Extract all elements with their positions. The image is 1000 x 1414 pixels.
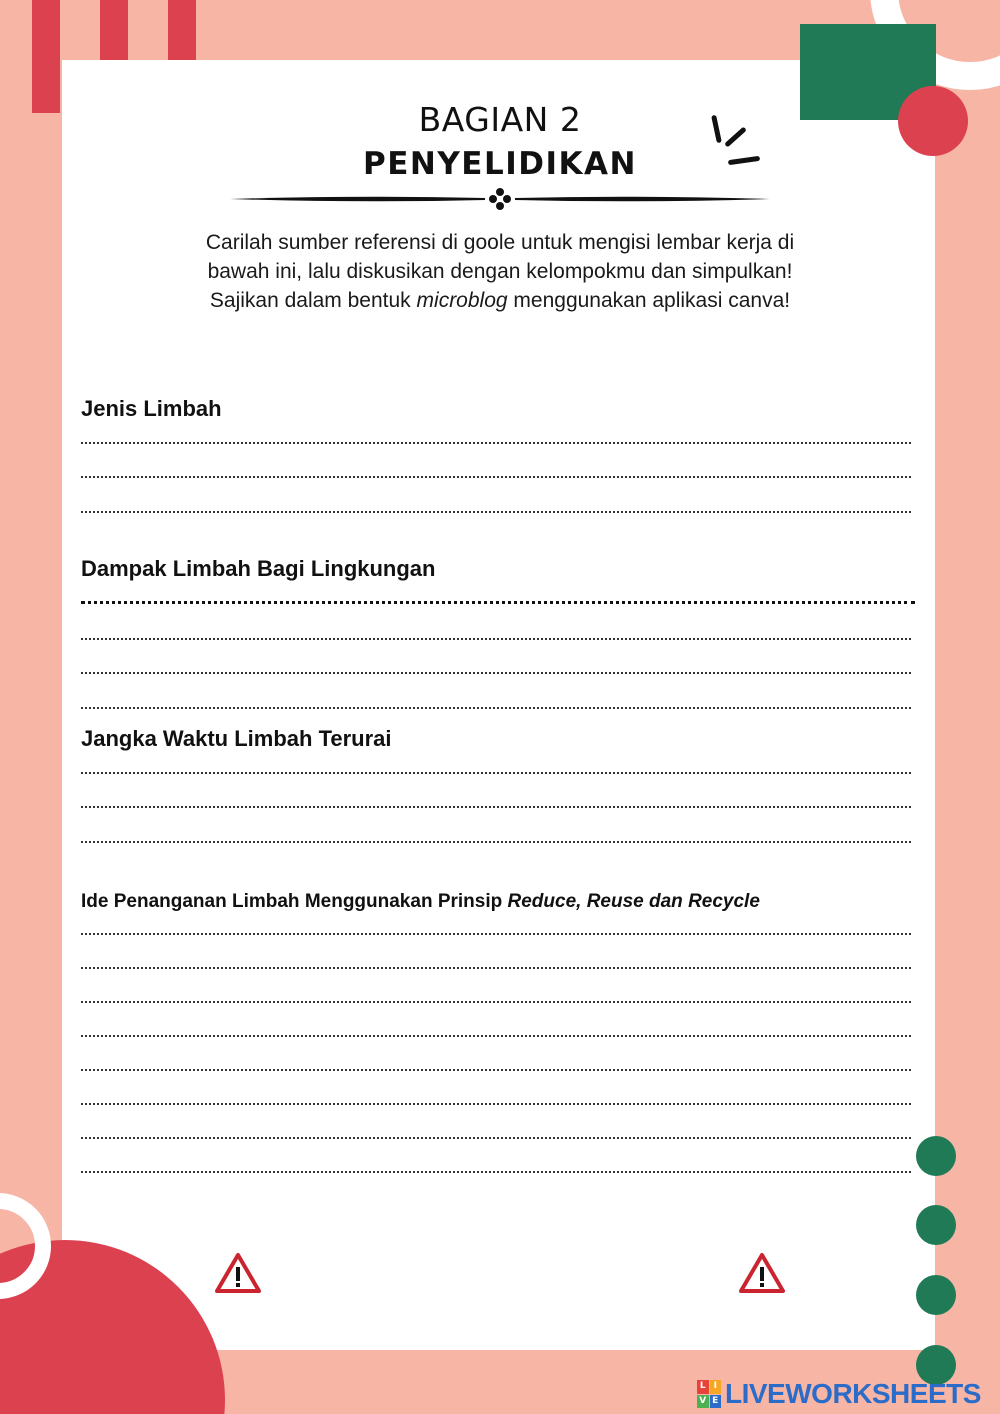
instructions-line-2: bawah ini, lalu diskusikan dengan kelompokmu dan simpulkan! [207, 260, 793, 283]
answer-line[interactable] [81, 1001, 911, 1003]
answer-line[interactable] [81, 638, 911, 640]
page-title: PENYELIDIKAN [363, 146, 637, 182]
decor-green-dot-2 [916, 1205, 956, 1245]
warning-icon [739, 1252, 785, 1294]
heading-dampak-limbah: Dampak Limbah Bagi Lingkungan [81, 556, 436, 581]
liveworksheets-logo: L I V E [697, 1380, 721, 1408]
liveworksheets-watermark [697, 1377, 981, 1411]
answer-line[interactable] [81, 1137, 911, 1139]
instructions-line-1: Carilah sumber referensi di goole untuk mengisi lembar kerja di [205, 231, 795, 254]
answer-line[interactable] [81, 601, 915, 604]
instructions-text [100, 228, 900, 315]
answer-line[interactable] [81, 476, 911, 478]
answer-line[interactable] [81, 1035, 911, 1037]
answer-line[interactable] [81, 672, 911, 674]
instructions-line-3: Sajikan dalam bentuk microblog menggunakan aplikasi canva! [209, 289, 791, 312]
decor-stripe-1 [32, 0, 60, 113]
heading-jangka-waktu: Jangka Waktu Limbah Terurai [81, 726, 392, 751]
answer-line[interactable] [81, 933, 911, 935]
decor-green-dot-3 [916, 1275, 956, 1315]
answer-line[interactable] [81, 707, 911, 709]
answer-line[interactable] [81, 1171, 911, 1173]
heading-jenis-limbah: Jenis Limbah [81, 396, 222, 421]
answer-line[interactable] [81, 1069, 911, 1071]
answer-line[interactable] [81, 772, 911, 774]
fleuron-divider-icon [230, 186, 770, 212]
answer-line[interactable] [81, 841, 911, 843]
answer-line[interactable] [81, 442, 911, 444]
answer-line[interactable] [81, 806, 911, 808]
section-subtitle: BAGIAN 2 [418, 100, 582, 139]
answer-line[interactable] [81, 1103, 911, 1105]
warning-icon [215, 1252, 261, 1294]
liveworksheets-text: LIVEWORKSHEETS [725, 1378, 981, 1409]
answer-line[interactable] [81, 511, 911, 513]
answer-line[interactable] [81, 967, 911, 969]
heading-ide-penanganan: Ide Penanganan Limbah Menggunakan Prinsip Reduce, Reuse dan Recycle [81, 891, 760, 912]
decor-green-dot-1 [916, 1136, 956, 1176]
